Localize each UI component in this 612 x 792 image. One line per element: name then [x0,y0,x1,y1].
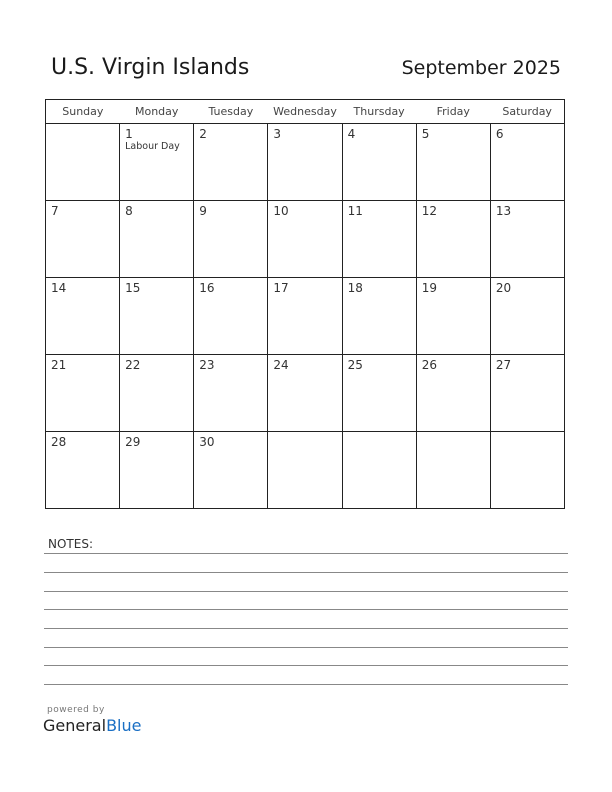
day-cell [46,355,120,432]
powered-by-text: powered by [47,705,105,715]
day-cell [490,355,564,432]
day-cell [416,124,490,201]
day-number: 22 [125,358,141,372]
note-line [44,684,568,685]
week-row [46,278,565,355]
day-cell [120,432,194,509]
generalblue-logo [43,716,141,735]
note-line [44,665,568,666]
weekday-header: Wednesday [268,100,342,124]
day-number: 3 [273,127,282,141]
day-number: 18 [347,281,363,295]
day-number: 29 [125,435,141,449]
day-number: 23 [199,358,215,372]
day-cell [416,278,490,355]
day-cell [268,432,342,509]
day-cell [194,124,268,201]
note-line [44,628,568,629]
day-number: 27 [495,358,512,372]
week-row [46,124,565,201]
day-number: 2 [199,127,207,141]
day-number: 25 [347,358,363,372]
weekday-header: Friday [416,100,490,124]
day-cell [120,278,194,355]
day-cell [194,432,268,509]
note-line [44,553,568,554]
day-cell [490,278,564,355]
day-number: 12 [421,204,437,218]
day-number: 5 [421,127,430,141]
day-cell [120,124,194,201]
weekday-header: Saturday [490,100,564,124]
note-line [44,647,568,648]
day-number: 16 [199,281,215,295]
weekday-header: Monday [120,100,194,124]
day-cell [490,124,564,201]
week-row [46,201,565,278]
day-number: 15 [125,281,141,295]
day-cell [46,432,120,509]
day-cell [194,278,268,355]
weekday-header: Thursday [342,100,416,124]
day-cell [342,355,416,432]
day-number: 20 [495,281,512,295]
day-number: 4 [347,127,356,141]
day-number: 17 [273,281,289,295]
notes-label: NOTES: [48,537,93,551]
day-cell [194,355,268,432]
day-cell [46,201,120,278]
day-number: 1 [125,127,133,141]
note-line [44,572,568,573]
calendar-grid [45,99,565,509]
day-number: 24 [273,358,289,372]
day-number: 8 [125,204,133,218]
day-number: 30 [199,435,215,449]
day-cell [490,201,564,278]
day-number: 13 [495,204,512,218]
day-cell [342,278,416,355]
day-number: 9 [199,204,207,218]
calendar-title: U.S. Virgin Islands [51,55,250,80]
day-number: 28 [51,435,67,449]
day-cell [416,355,490,432]
weekday-header: Tuesday [194,100,268,124]
day-cell [46,124,120,201]
brand-general: General [43,716,107,735]
week-row [46,432,565,509]
day-cell [194,201,268,278]
day-cell [342,432,416,509]
day-cell [342,124,416,201]
weekday-header: Sunday [46,100,120,124]
day-cell [268,124,342,201]
day-cell [416,201,490,278]
day-number: 7 [51,204,59,218]
holiday-label: Labour Day [125,141,180,152]
brand-blue: Blue [106,716,142,735]
day-number: 19 [421,281,437,295]
day-number: 14 [51,281,67,295]
day-cell [268,355,342,432]
day-number: 6 [495,127,504,141]
week-row [46,355,565,432]
weekday-header-row [46,100,565,124]
day-number: 21 [51,358,67,372]
day-cell [490,432,564,509]
day-cell [416,432,490,509]
day-cell [120,355,194,432]
note-line [44,609,568,610]
day-cell [268,278,342,355]
day-number: 26 [421,358,437,372]
day-number: 11 [347,204,363,218]
day-cell [268,201,342,278]
calendar-month: September 2025 [401,57,561,79]
day-cell [342,201,416,278]
day-number: 10 [273,204,289,218]
day-cell [46,278,120,355]
note-line [44,591,568,592]
day-cell [120,201,194,278]
